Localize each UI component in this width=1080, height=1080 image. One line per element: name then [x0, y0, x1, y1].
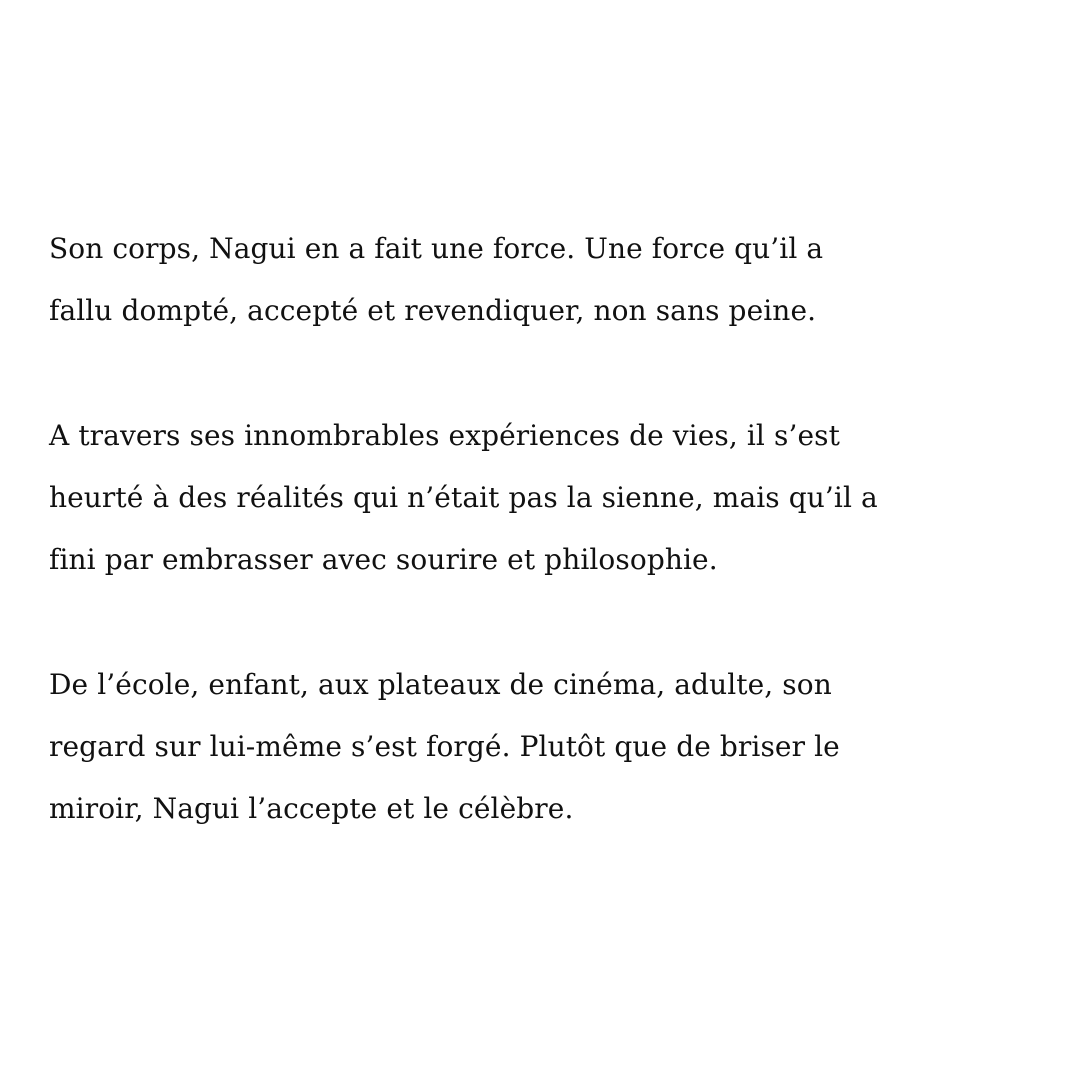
paragraph-1	[49, 218, 1049, 342]
paragraph-line: regard sur lui-même s’est forgé. Plutôt que de briser le	[49, 730, 840, 763]
paragraph-line: fallu dompté, accepté et revendiquer, non sans peine.	[49, 294, 817, 327]
text-body	[49, 218, 1049, 840]
paragraph-line: Son corps, Nagui en a fait une force. Une force qu’il a	[49, 232, 824, 265]
paragraph-line: A travers ses innombrables expériences de vies, il s’est	[49, 419, 840, 452]
paragraph-line: fini par embrasser avec sourire et philosophie.	[49, 543, 718, 576]
paragraph-line: miroir, Nagui l’accepte et le célèbre.	[49, 792, 574, 825]
paragraph-line: heurté à des réalités qui n’était pas la sienne, mais qu’il a	[49, 481, 878, 514]
paragraph-line: De l’école, enfant, aux plateaux de cinéma, adulte, son	[49, 668, 832, 701]
paragraph-3	[49, 654, 1049, 840]
paragraph-2	[49, 405, 1049, 591]
